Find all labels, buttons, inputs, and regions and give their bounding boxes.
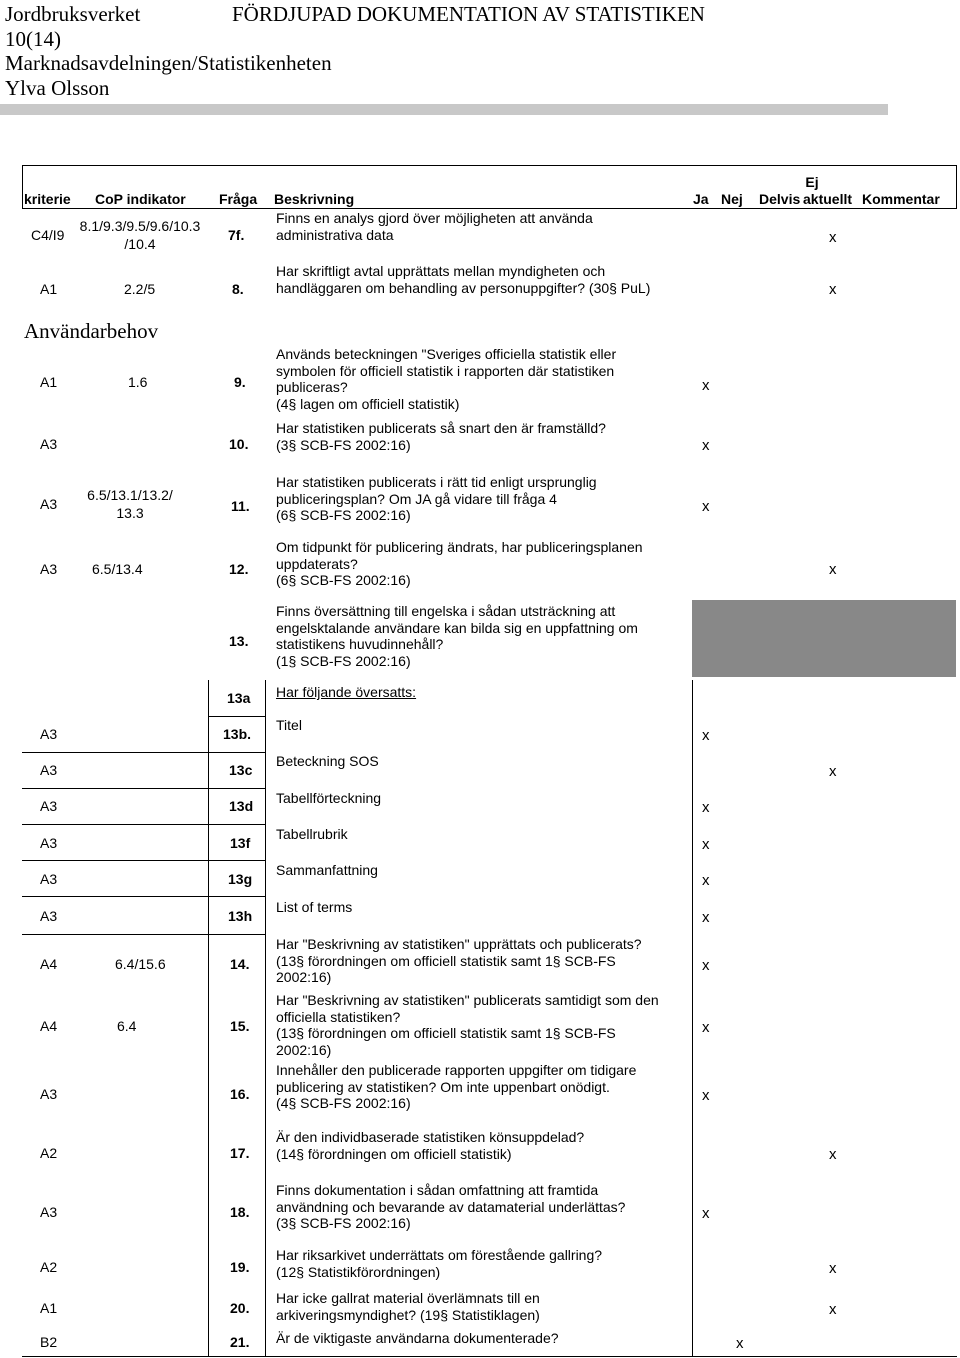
row-9-description bbox=[276, 346, 616, 413]
desc-line: (13§ förordningen om officiell statistik samt 1§ SCB-FS bbox=[276, 952, 616, 969]
desc-line: (13§ förordningen om officiell statistik samt 1§ SCB-FS bbox=[276, 1025, 616, 1042]
row-15-mark-ja: x bbox=[702, 1019, 710, 1036]
shaded-cells bbox=[692, 600, 956, 677]
row-11-mark-ja: x bbox=[702, 498, 710, 515]
row-21-description bbox=[276, 1330, 559, 1347]
row-7f-kriterie: C4/I9 bbox=[31, 227, 65, 243]
row-14-description bbox=[276, 936, 642, 986]
row-15-description bbox=[276, 992, 659, 1059]
row-8-fraga: 8. bbox=[232, 281, 244, 297]
desc-line: användning och bevarande av datamaterial underlättas? bbox=[276, 1198, 626, 1215]
desc-line: Har skriftligt avtal upprättats mellan myndigheten och bbox=[276, 263, 606, 279]
row-13f-kriterie: A3 bbox=[40, 835, 58, 851]
author: Ylva Olsson bbox=[5, 75, 110, 100]
col-header-ja: Ja bbox=[693, 191, 709, 207]
row-7f-description bbox=[276, 210, 593, 243]
row-13b-description bbox=[276, 717, 302, 734]
desc-line: 2002:16) bbox=[276, 969, 332, 986]
desc-line: publiceras? bbox=[276, 379, 348, 396]
row-13d-kriterie: A3 bbox=[40, 798, 58, 814]
desc-line: (3§ SCB-FS 2002:16) bbox=[276, 436, 411, 453]
row-11-fraga: 11. bbox=[231, 498, 250, 514]
row-13d-description bbox=[276, 790, 381, 807]
desc-line: engelsktalande användare kan bilda sig en uppfattning om bbox=[276, 619, 638, 636]
desc-line: (12§ Statistikförordningen) bbox=[276, 1263, 441, 1280]
row-13f-description bbox=[276, 826, 348, 843]
table-header-line bbox=[22, 208, 957, 209]
row-12-kriterie: A3 bbox=[40, 561, 58, 577]
row-10-mark-ja: x bbox=[702, 437, 710, 454]
row-13h-description bbox=[276, 899, 352, 916]
row-14-kriterie: A4 bbox=[40, 956, 58, 972]
desc-line: (6§ SCB-FS 2002:16) bbox=[276, 572, 411, 589]
col-header-beskrivning: Beskrivning bbox=[274, 191, 355, 207]
beskrivning-column-divider bbox=[265, 680, 266, 1357]
row-12-mark-ej-aktuellt: x bbox=[829, 561, 837, 578]
desc-line: (14§ förordningen om officiell statistik) bbox=[276, 1145, 512, 1162]
row-17-fraga: 17. bbox=[230, 1145, 250, 1161]
row-9-fraga: 9. bbox=[234, 374, 246, 390]
row-16-kriterie: A3 bbox=[40, 1086, 58, 1102]
row-8-description bbox=[276, 263, 650, 296]
col-header-nej: Nej bbox=[721, 191, 743, 207]
desc-line: (6§ SCB-FS 2002:16) bbox=[276, 507, 411, 524]
row-divider bbox=[208, 716, 266, 717]
row-18-description bbox=[276, 1182, 625, 1232]
row-13h-kriterie: A3 bbox=[40, 908, 58, 924]
row-divider bbox=[22, 824, 266, 825]
desc-line: Används beteckningen "Sveriges officiella statistik eller bbox=[276, 346, 617, 362]
row-14-cop: 6.4/15.6 bbox=[115, 956, 166, 972]
desc-line: Beteckning SOS bbox=[276, 753, 379, 769]
row-9-kriterie: A1 bbox=[40, 374, 58, 390]
row-divider bbox=[22, 752, 266, 753]
row-17-mark-ej-aktuellt: x bbox=[829, 1146, 837, 1163]
row-13-description bbox=[276, 603, 638, 670]
row-11-description bbox=[276, 474, 597, 524]
desc-line: uppdaterats? bbox=[276, 555, 358, 572]
col-header-kriterie: kriterie bbox=[24, 191, 71, 207]
desc-line: Har statistiken publicerats i rätt tid enligt ursprunglig bbox=[276, 474, 597, 490]
desc-line: administrativa data bbox=[276, 226, 394, 243]
desc-line: publicering av statistiken? Om inte uppenbart onödigt. bbox=[276, 1078, 610, 1095]
table-border-left bbox=[22, 165, 23, 209]
row-20-description bbox=[276, 1290, 540, 1323]
row-7f-fraga: 7f. bbox=[228, 227, 245, 243]
page-number: 10(14) bbox=[5, 26, 61, 51]
row-15-cop: 6.4 bbox=[117, 1018, 137, 1034]
row-12-cop: 6.5/13.4 bbox=[92, 561, 143, 577]
desc-line: Om tidpunkt för publicering ändrats, har publiceringsplanen bbox=[276, 539, 643, 555]
desc-line: handläggaren om behandling av personuppgifter? (30§ PuL) bbox=[276, 279, 651, 296]
row-13f-mark-ja: x bbox=[702, 836, 710, 853]
desc-line: List of terms bbox=[276, 899, 353, 915]
row-14-mark-ja: x bbox=[702, 957, 710, 974]
row-19-description bbox=[276, 1247, 602, 1280]
row-13b-fraga: 13b. bbox=[223, 726, 252, 742]
row-divider bbox=[22, 934, 266, 935]
row-20-fraga: 20. bbox=[230, 1300, 250, 1316]
desc-line: Har icke gallrat material överlämnats till en bbox=[276, 1290, 540, 1306]
row-15-fraga: 15. bbox=[230, 1018, 250, 1034]
row-13c-fraga: 13c bbox=[229, 762, 253, 778]
desc-line: (4§ SCB-FS 2002:16) bbox=[276, 1095, 411, 1112]
table-border-bottom bbox=[22, 1356, 957, 1357]
desc-line: Är den individbaserade statistiken könsuppdelad? bbox=[276, 1129, 585, 1145]
desc-line: (3§ SCB-FS 2002:16) bbox=[276, 1215, 411, 1232]
row-7f-mark-ej-aktuellt: x bbox=[829, 229, 837, 246]
row-17-kriterie: A2 bbox=[40, 1145, 58, 1161]
desc-line: Tabellförteckning bbox=[276, 790, 382, 806]
desc-line: Har "Beskrivning av statistiken" publicerats samtidigt som den bbox=[276, 992, 659, 1008]
col-header-aktuellt: aktuellt bbox=[803, 191, 853, 207]
desc-line: 2002:16) bbox=[276, 1042, 332, 1059]
row-17-description bbox=[276, 1129, 584, 1162]
desc-line: Sammanfattning bbox=[276, 862, 378, 878]
row-13g-description bbox=[276, 862, 378, 879]
row-21-mark-nej: x bbox=[736, 1335, 744, 1352]
row-18-mark-ja: x bbox=[702, 1205, 710, 1222]
col-header-delvis: Delvis bbox=[759, 191, 801, 207]
header-divider bbox=[0, 104, 888, 115]
row-19-kriterie: A2 bbox=[40, 1259, 58, 1275]
row-11-cop-2: 13.3 bbox=[116, 505, 144, 521]
row-16-fraga: 16. bbox=[230, 1086, 250, 1102]
desc-line: Har statistiken publicerats så snart den är framställd? bbox=[276, 420, 606, 436]
desc-line: Har följande översatts: bbox=[276, 684, 417, 700]
desc-line: officiella statistiken? bbox=[276, 1008, 401, 1025]
org-name: Jordbruksverket bbox=[5, 2, 141, 26]
row-15-kriterie: A4 bbox=[40, 1018, 58, 1034]
row-13g-kriterie: A3 bbox=[40, 871, 58, 887]
desc-line: Har "Beskrivning av statistiken" upprättats och publicerats? bbox=[276, 936, 642, 952]
row-21-kriterie: B2 bbox=[40, 1334, 58, 1350]
row-7f-cop-1: 8.1/9.3/9.5/9.6/10.3 bbox=[79, 218, 201, 234]
row-13c-description bbox=[276, 753, 379, 770]
row-11-kriterie: A3 bbox=[40, 496, 58, 512]
desc-line: Innehåller den publicerade rapporten uppgifter om tidigare bbox=[276, 1062, 637, 1078]
row-13b-mark-ja: x bbox=[702, 727, 710, 744]
section-title: Användarbehov bbox=[24, 319, 159, 343]
row-20-mark-ej-aktuellt: x bbox=[829, 1301, 837, 1318]
table-border-right bbox=[956, 165, 957, 209]
col-header-cop: CoP indikator bbox=[95, 191, 186, 207]
fraga-column-divider bbox=[208, 680, 209, 1357]
row-13f-fraga: 13f bbox=[230, 835, 251, 851]
row-10-description bbox=[276, 420, 606, 453]
row-10-kriterie: A3 bbox=[40, 436, 58, 452]
row-13a-fraga: 13a bbox=[227, 690, 251, 706]
row-13-fraga: 13. bbox=[229, 633, 249, 649]
row-10-fraga: 10. bbox=[229, 436, 249, 452]
col-header-ej: Ej bbox=[805, 174, 819, 190]
row-19-fraga: 19. bbox=[230, 1259, 250, 1275]
desc-line: Titel bbox=[276, 717, 302, 733]
desc-line: Finns en analys gjord över möjligheten att använda bbox=[276, 210, 593, 226]
ja-column-divider bbox=[692, 680, 693, 1357]
desc-line: Är de viktigaste användarna dokumenterade? bbox=[276, 1330, 559, 1346]
desc-line: statistikens huvudinnehåll? bbox=[276, 636, 444, 653]
row-16-mark-ja: x bbox=[702, 1087, 710, 1104]
doc-title: FÖRDJUPAD DOKUMENTATION AV STATISTIKEN bbox=[232, 2, 705, 26]
row-13g-fraga: 13g bbox=[228, 871, 253, 887]
row-13c-kriterie: A3 bbox=[40, 762, 58, 778]
row-13d-mark-ja: x bbox=[702, 799, 710, 816]
department: Marknadsavdelningen/Statistikenheten bbox=[5, 51, 332, 75]
desc-line: publiceringsplan? Om JA gå vidare till fråga 4 bbox=[276, 490, 557, 507]
desc-line: arkiveringsmyndighet? (19§ Statistiklagen) bbox=[276, 1306, 540, 1323]
row-19-mark-ej-aktuellt: x bbox=[829, 1260, 837, 1277]
row-12-description bbox=[276, 539, 643, 589]
row-13c-mark-ej-aktuellt: x bbox=[829, 763, 837, 780]
row-13b-kriterie: A3 bbox=[40, 726, 58, 742]
row-13d-fraga: 13d bbox=[229, 798, 254, 814]
row-11-cop-1: 6.5/13.1/13.2/ bbox=[87, 487, 173, 503]
row-9-cop: 1.6 bbox=[128, 374, 148, 390]
table-border-top bbox=[22, 165, 957, 166]
col-header-fraga: Fråga bbox=[219, 191, 258, 207]
row-8-cop: 2.2/5 bbox=[124, 281, 156, 297]
row-13h-fraga: 13h bbox=[228, 908, 253, 924]
row-12-fraga: 12. bbox=[229, 561, 249, 577]
desc-line: Finns dokumentation i sådan omfattning att framtida bbox=[276, 1182, 599, 1198]
row-13h-mark-ja: x bbox=[702, 909, 710, 926]
row-14-fraga: 14. bbox=[230, 956, 250, 972]
desc-line: (1§ SCB-FS 2002:16) bbox=[276, 653, 411, 670]
page-header bbox=[5, 2, 705, 100]
row-divider bbox=[22, 896, 266, 897]
row-18-kriterie: A3 bbox=[40, 1204, 58, 1220]
row-9-mark-ja: x bbox=[702, 377, 710, 394]
row-13g-mark-ja: x bbox=[702, 872, 710, 889]
desc-line: Har riksarkivet underrättats om förestående gallring? bbox=[276, 1247, 603, 1263]
row-divider bbox=[22, 860, 266, 861]
row-8-mark-ej-aktuellt: x bbox=[829, 281, 837, 298]
desc-line: (4§ lagen om officiell statistik) bbox=[276, 396, 460, 413]
row-13a-description bbox=[276, 684, 416, 701]
row-18-fraga: 18. bbox=[230, 1204, 250, 1220]
col-header-kommentar: Kommentar bbox=[862, 191, 940, 207]
row-8-kriterie: A1 bbox=[40, 281, 58, 297]
desc-line: Tabellrubrik bbox=[276, 826, 348, 842]
row-16-description bbox=[276, 1062, 636, 1112]
row-7f-cop-2: /10.4 bbox=[124, 236, 156, 252]
row-21-fraga: 21. bbox=[230, 1334, 250, 1350]
row-20-kriterie: A1 bbox=[40, 1300, 58, 1316]
desc-line: Finns översättning till engelska i sådan utsträckning att bbox=[276, 603, 616, 619]
desc-line: symbolen för officiell statistik i rapporten där statistiken bbox=[276, 362, 615, 379]
row-divider bbox=[22, 788, 266, 789]
